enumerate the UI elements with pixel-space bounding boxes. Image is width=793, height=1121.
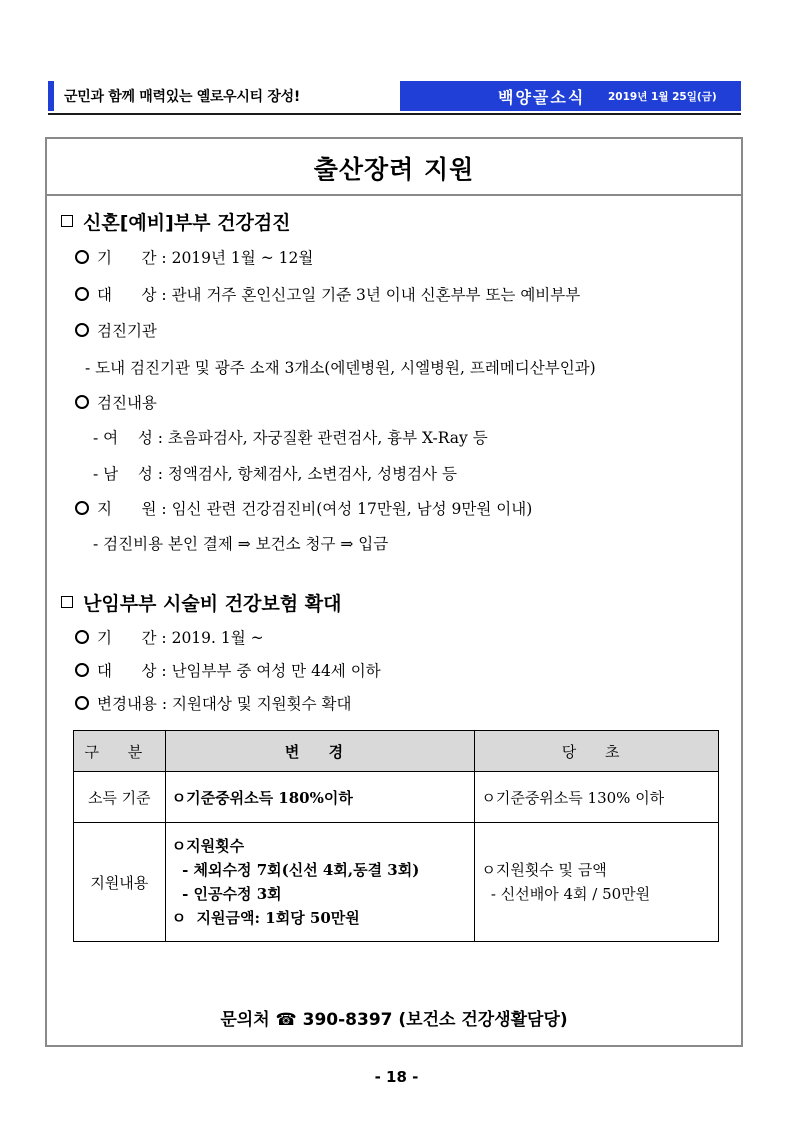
table-row [74, 823, 719, 942]
section2-heading: 난임부부 시술비 건강보험 확대 [61, 589, 341, 616]
circle-bullet-icon [75, 323, 89, 337]
list-item: - 체외수정 7회(신선 4회,동결 3회) [171, 861, 420, 879]
s1-target: 대 상 : 관내 거주 혼인신고일 기준 3년 이내 신혼부부 또는 예비부부 [75, 283, 580, 305]
row2-label: 지원내용 [74, 823, 166, 942]
publication-name: 백양골소식 [498, 88, 586, 107]
publication-date: 2019년 1월 25일(금) [608, 91, 717, 103]
s2-change: 변경내용 : 지원대상 및 지원횟수 확대 [75, 692, 351, 714]
s1-institution: 검진기관 [75, 319, 157, 341]
header-divider [48, 113, 741, 115]
row2-original [475, 823, 719, 942]
title-box [47, 139, 741, 196]
article-frame [45, 137, 743, 1047]
page-number: - 18 - [374, 1068, 419, 1086]
list-item: ㅇ지원횟수 및 금액 [481, 861, 607, 879]
s1-male: - 남 성 : 정액검사, 항체검사, 소변검사, 성병검사 등 [93, 465, 457, 483]
s1-institution-detail: - 도내 검진기관 및 광주 소재 3개소(에덴병원, 시엘병원, 프레메디산부인과) [85, 359, 596, 377]
circle-bullet-icon [75, 663, 89, 677]
header-changed: 변 경 [165, 731, 475, 772]
circle-bullet-icon [75, 501, 89, 515]
row1-original: ㅇ기준중위소득 130% 이하 [475, 772, 719, 823]
list-item: ㅇ지원횟수 [171, 837, 245, 855]
comparison-table [73, 730, 719, 942]
list-item: - 신선배아 4회 / 50만원 [481, 885, 651, 903]
section1-heading: 신혼[예비]부부 건강검진 [61, 208, 291, 235]
s1-period: 기 간 : 2019년 1월 ~ 12월 [75, 246, 313, 268]
row2-changed [165, 823, 475, 942]
circle-bullet-icon [75, 250, 89, 264]
s1-content: 검진내용 [75, 391, 157, 413]
s2-target: 대 상 : 난임부부 중 여성 만 44세 이하 [75, 659, 381, 681]
s1-support-detail: - 검진비용 본인 결제 ⇒ 보건소 청구 ⇒ 입금 [93, 535, 389, 553]
s2-period: 기 간 : 2019. 1월 ~ [75, 626, 264, 648]
row1-label: 소득 기준 [74, 772, 166, 823]
s1-support: 지 원 : 임신 관련 건강검진비(여성 17만원, 남성 9만원 이내) [75, 497, 532, 519]
s1-female: - 여 성 : 초음파검사, 자궁질환 관련검사, 흉부 X-Ray 등 [93, 429, 488, 447]
contact-info: 문의처 ☎ 390-8397 (보건소 건강생활담당) [220, 1010, 568, 1030]
circle-bullet-icon [75, 395, 89, 409]
table-row [74, 772, 719, 823]
list-item: - 인공수정 3회 [171, 885, 282, 903]
circle-bullet-icon [75, 696, 89, 710]
table-header-row [74, 731, 719, 772]
header-publication-box [400, 81, 741, 111]
header-accent-bar [48, 81, 54, 111]
checkbox-square-icon [61, 215, 73, 227]
header-slogan: 군민과 함께 매력있는 옐로우시티 장성! [64, 89, 300, 105]
circle-bullet-icon [75, 630, 89, 644]
header-category: 구 분 [74, 731, 166, 772]
circle-bullet-icon [75, 287, 89, 301]
list-item: ㅇ 지원금액: 1회당 50만원 [171, 909, 360, 927]
row1-changed: ㅇ기준중위소득 180%이하 [165, 772, 475, 823]
header-original: 당 초 [475, 731, 719, 772]
page-title: 출산장려 지원 [313, 155, 475, 184]
checkbox-square-icon [61, 596, 73, 608]
